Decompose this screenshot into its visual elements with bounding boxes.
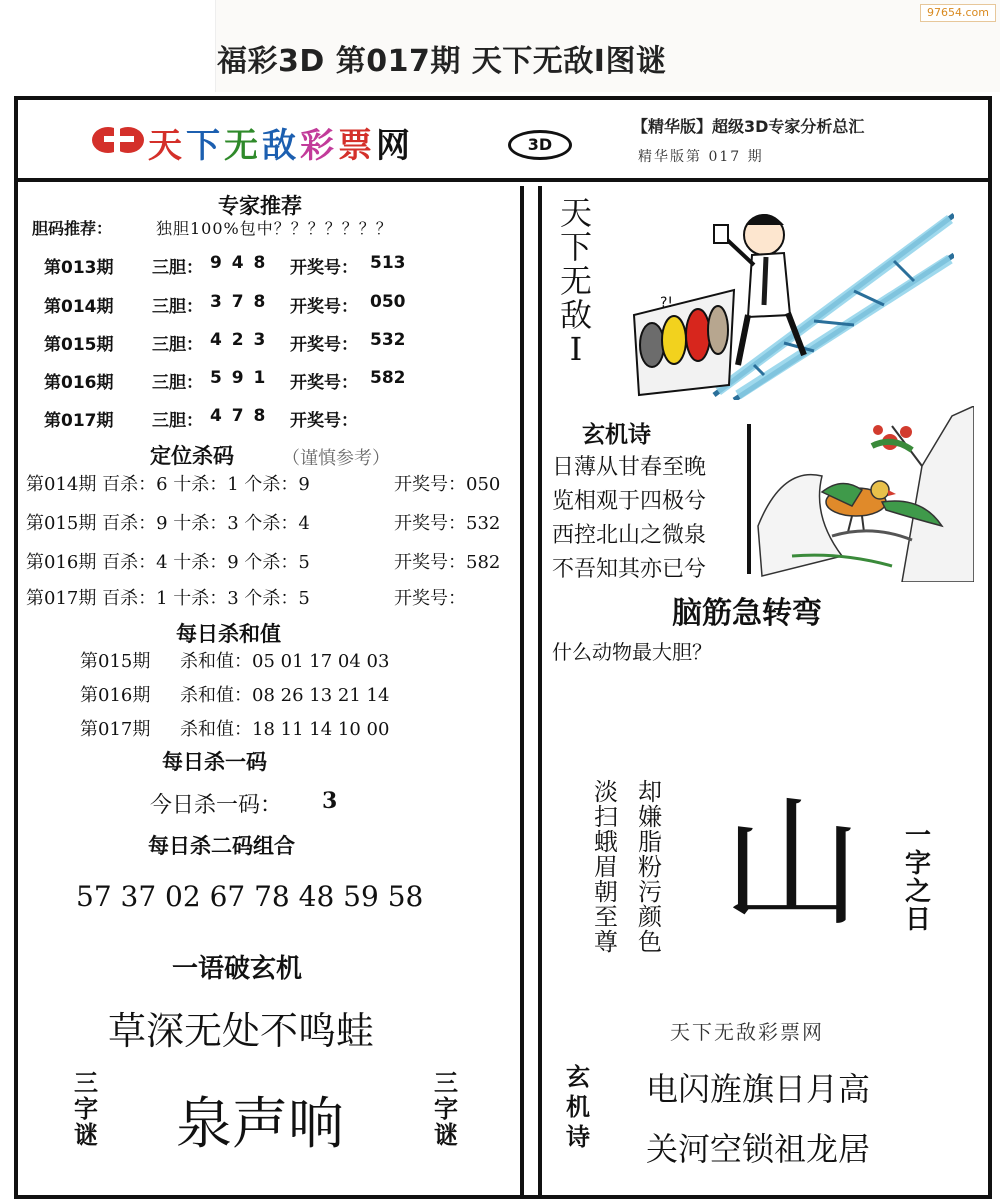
logo-char: 天 bbox=[148, 126, 186, 166]
position-kill-draw: 开奖号： bbox=[394, 588, 466, 609]
expert-row-value: 4 2 3 bbox=[210, 330, 268, 350]
poem-heading: 玄机诗 bbox=[582, 422, 651, 448]
poem-char: 色 bbox=[638, 928, 662, 956]
expert-row-period: 第013期 bbox=[44, 258, 114, 278]
expert-row-draw-label: 开奖号： bbox=[290, 258, 358, 278]
sum-kill-period: 第016期 bbox=[80, 685, 151, 706]
bottom-poem-label bbox=[560, 1062, 596, 1152]
sum-kill-period: 第015期 bbox=[80, 651, 151, 672]
expert-heading: 专家推荐 bbox=[218, 194, 302, 218]
poem-char: 淡 bbox=[594, 778, 618, 806]
expert-row-draw: 582 bbox=[370, 368, 406, 388]
expert-row-draw-label: 开奖号： bbox=[290, 411, 358, 431]
position-kill-row: 第016期 百杀：4 十杀：9 个杀：5 bbox=[26, 552, 310, 573]
logo-char: 票 bbox=[338, 126, 376, 166]
sum-kill-heading: 每日杀和值 bbox=[176, 622, 281, 646]
poem-char: 脂 bbox=[638, 828, 662, 856]
expert-row-label: 三胆： bbox=[152, 258, 203, 278]
logo-text bbox=[148, 118, 414, 167]
expert-row-value: 5 9 1 bbox=[210, 368, 268, 388]
3d-badge: 3D bbox=[508, 130, 572, 160]
three-char-label-right bbox=[426, 1070, 466, 1148]
expert-row-value: 4 7 8 bbox=[210, 406, 268, 426]
expert-row-label: 三胆： bbox=[152, 335, 203, 355]
poem-char: 颜 bbox=[638, 903, 662, 931]
brain-teaser-heading: 脑筋急转弯 bbox=[672, 596, 822, 631]
position-kill-note: （谨慎参考） bbox=[282, 448, 390, 469]
vertical-title bbox=[556, 196, 596, 366]
poem-char: 却 bbox=[638, 778, 662, 806]
expert-row-period: 第016期 bbox=[44, 373, 114, 393]
sum-kill-period: 第017期 bbox=[80, 719, 151, 740]
poem-line: 览相观于四极兮 bbox=[552, 489, 707, 514]
expert-row-draw: 050 bbox=[370, 292, 406, 312]
edition-title: 【精华版】超级3D专家分析总汇 bbox=[632, 117, 865, 136]
label-char: 之 bbox=[904, 877, 931, 907]
expert-row-label: 三胆： bbox=[152, 297, 203, 317]
position-kill-row: 第017期 百杀：1 十杀：3 个杀：5 bbox=[26, 588, 310, 609]
riddle-heading: 一语破玄机 bbox=[172, 954, 303, 984]
logo-char: 彩 bbox=[300, 126, 338, 166]
brain-teaser-question: 什么动物最大胆？ bbox=[552, 640, 712, 664]
poem-char: 至 bbox=[594, 903, 618, 931]
big-character: 山 bbox=[722, 783, 863, 946]
logo-char: 无 bbox=[224, 126, 262, 166]
three-char-label-left bbox=[66, 1070, 106, 1148]
position-kill-heading: 定位杀码 bbox=[150, 444, 234, 468]
poem-char: 嫌 bbox=[638, 803, 662, 831]
poem-char: 粉 bbox=[638, 853, 662, 881]
label-char: 诗 bbox=[566, 1123, 590, 1151]
riddle-text: 草深无处不鸣蛙 bbox=[108, 1009, 375, 1053]
vertical-poem-column-1 bbox=[636, 780, 664, 955]
expert-row-period: 第014期 bbox=[44, 297, 114, 317]
label-char: 三 bbox=[434, 1069, 458, 1097]
three-char-text: 泉声响 bbox=[176, 1092, 344, 1157]
poem-char: 尊 bbox=[594, 928, 618, 956]
one-kill-heading: 每日杀一码 bbox=[162, 750, 267, 774]
one-kill-label: 今日杀一码： bbox=[150, 793, 283, 818]
poem-line: 不吾知其亦已兮 bbox=[552, 557, 707, 582]
label-char: 谜 bbox=[74, 1121, 98, 1149]
expert-row-value: 3 7 8 bbox=[210, 292, 268, 312]
bottom-poem-line: 电闪旌旗日月高 bbox=[646, 1070, 871, 1108]
label-char: 一 bbox=[904, 821, 931, 851]
dan-value: 独胆100%包中？？？？？？？ bbox=[156, 219, 393, 238]
label-char: 谜 bbox=[434, 1121, 458, 1149]
poem-char: 朝 bbox=[594, 878, 618, 906]
lottery-logo-icon bbox=[90, 122, 148, 158]
label-char: 玄 bbox=[566, 1063, 590, 1091]
position-kill-draw: 开奖号：532 bbox=[394, 513, 501, 534]
title-char: 天 bbox=[559, 194, 592, 232]
site-name: 天下无敌彩票网 bbox=[670, 1020, 824, 1044]
title-char: 敌 bbox=[559, 296, 592, 334]
cartoon-illustration bbox=[614, 195, 954, 400]
watermark-link[interactable]: 97654.com bbox=[920, 4, 996, 22]
expert-row-period: 第017期 bbox=[44, 411, 114, 431]
two-kill-values: 57 37 02 67 78 48 59 58 bbox=[76, 880, 424, 913]
poem-line: 西控北山之微泉 bbox=[552, 523, 707, 548]
one-char-label bbox=[900, 822, 936, 934]
position-kill-draw: 开奖号：582 bbox=[394, 552, 501, 573]
sum-kill-values: 杀和值：05 01 17 04 03 bbox=[180, 651, 390, 672]
position-kill-row: 第014期 百杀：6 十杀：1 个杀：9 bbox=[26, 474, 310, 495]
position-kill-draw: 开奖号：050 bbox=[394, 474, 501, 495]
label-char: 三 bbox=[74, 1069, 98, 1097]
expert-row-label: 三胆： bbox=[152, 411, 203, 431]
title-char: 无 bbox=[559, 262, 592, 300]
bottom-poem-line: 关河空锁祖龙居 bbox=[646, 1130, 871, 1168]
label-char: 日 bbox=[904, 905, 931, 935]
expert-row-draw-label: 开奖号： bbox=[290, 335, 358, 355]
title-char: Ⅰ bbox=[569, 330, 583, 368]
title-char: 下 bbox=[559, 228, 592, 266]
svg-text:?!: ?! bbox=[660, 295, 674, 311]
expert-row-period: 第015期 bbox=[44, 335, 114, 355]
label-char: 字 bbox=[904, 849, 931, 879]
position-kill-row: 第015期 百杀：9 十杀：3 个杀：4 bbox=[26, 513, 310, 534]
label-char: 机 bbox=[566, 1093, 590, 1121]
poem-char: 蛾 bbox=[594, 828, 618, 856]
logo-char: 敌 bbox=[262, 126, 300, 166]
poem-char: 眉 bbox=[594, 853, 618, 881]
edition-issue: 精华版第 017 期 bbox=[638, 149, 764, 165]
expert-row-value: 9 4 8 bbox=[210, 253, 268, 273]
bird-illustration bbox=[752, 406, 974, 582]
expert-row-draw: 513 bbox=[370, 253, 406, 273]
label-char: 字 bbox=[74, 1095, 98, 1123]
poem-line: 日薄从甘春至晚 bbox=[552, 455, 707, 480]
expert-row-draw-label: 开奖号： bbox=[290, 373, 358, 393]
expert-row-draw: 532 bbox=[370, 330, 406, 350]
logo-char: 网 bbox=[376, 126, 414, 166]
expert-row-draw-label: 开奖号： bbox=[290, 297, 358, 317]
page-title: 福彩3D 第017期 天下无敌Ⅰ图谜 bbox=[217, 44, 667, 79]
poem-divider bbox=[747, 424, 751, 574]
poem-char: 污 bbox=[638, 878, 662, 906]
dan-label: 胆码推荐： bbox=[32, 219, 113, 238]
vertical-poem-column-2 bbox=[592, 780, 620, 955]
sum-kill-values: 杀和值：08 26 13 21 14 bbox=[180, 685, 390, 706]
poem-char: 扫 bbox=[594, 803, 618, 831]
sum-kill-values: 杀和值：18 11 14 10 00 bbox=[180, 719, 390, 740]
logo-char: 下 bbox=[186, 126, 224, 166]
expert-row-label: 三胆： bbox=[152, 373, 203, 393]
label-char: 字 bbox=[434, 1095, 458, 1123]
two-kill-heading: 每日杀二码组合 bbox=[148, 834, 295, 858]
one-kill-value: 3 bbox=[322, 788, 338, 814]
